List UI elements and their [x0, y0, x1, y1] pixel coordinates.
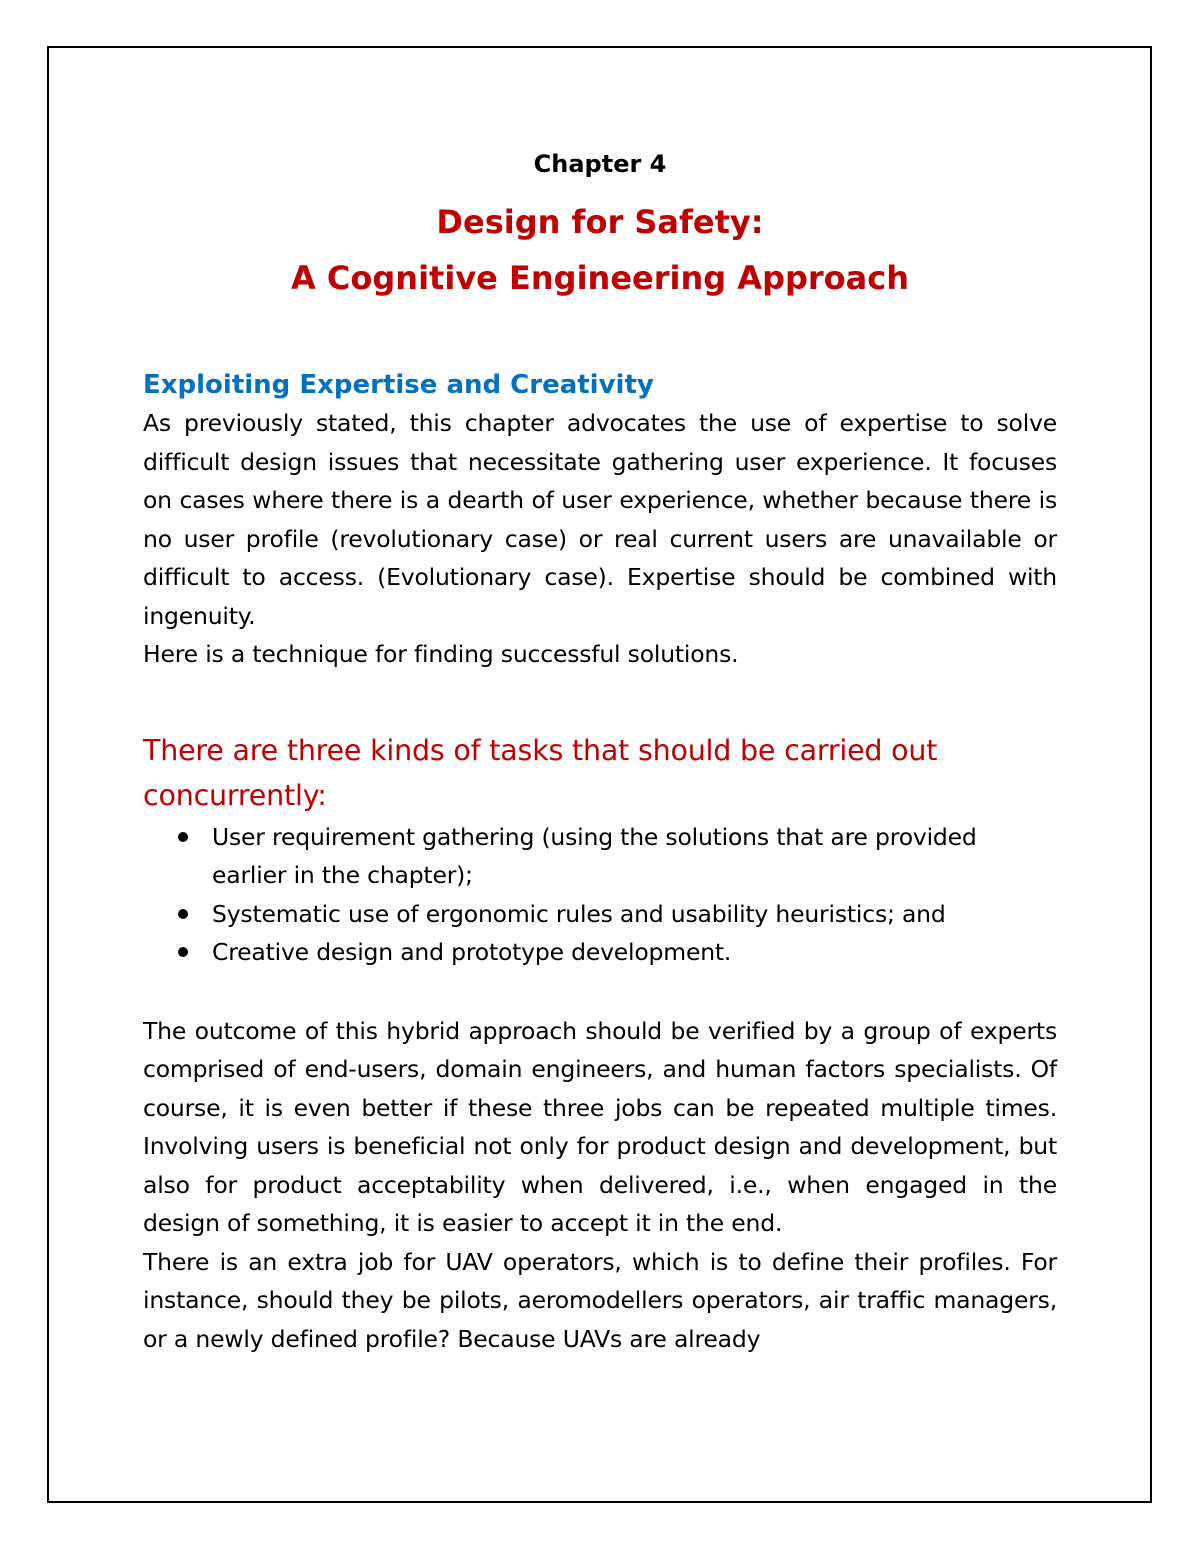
tasks-list-item: [143, 895, 1057, 934]
chapter-title-line-2: A Cognitive Engineering Approach: [291, 259, 909, 297]
tasks-list-item-text: Creative design and prototype development.: [212, 938, 732, 966]
tasks-list-item: [143, 933, 1057, 972]
outcome-paragraph-2: There is an extra job for UAV operators, which is to define their profiles. For instance, should they be pilots, aeromodellers operators, air traffic managers, or a newly defined profile? Because UAVs are already: [143, 1247, 1057, 1353]
section-paragraph-2: Here is a technique for finding successful solutions.: [143, 640, 739, 668]
outcome-paragraph-1: The outcome of this hybrid approach should be verified by a group of experts comprised of end-users, domain engineers, and human factors specialists. Of course, it is even better if these three jobs can be repeated multiple times. Involving users is beneficial not only for product design and development, but also for product acceptability when delivered, i.e., when engaged in the design of something, it is easier to accept it in the end.: [143, 1016, 1057, 1237]
section-paragraph-1: As previously stated, this chapter advocates the use of expertise to solve difficult design issues that necessitate gathering user experience. It focuses on cases where there is a dearth of user experience, whether because there is no user profile (revolutionary case) or real current users are unavailable or difficult to access. (Evolutionary case). Expertise should be combined with ingenuity.: [143, 409, 1057, 630]
bullet-icon: [178, 909, 188, 919]
bullet-icon: [178, 947, 188, 957]
tasks-list-item-text: Systematic use of ergonomic rules and usability heuristics; and: [212, 899, 946, 928]
chapter-label: Chapter 4: [533, 150, 667, 178]
chapter-title-line-1: Design for Safety:: [436, 203, 764, 241]
section-heading: Exploiting Expertise and Creativity: [143, 370, 654, 400]
bullet-icon: [178, 832, 188, 842]
document-content: [143, 146, 1057, 1358]
tasks-list-item-text: User requirement gathering (using the solutions that are provided earlier in the chapter);: [212, 822, 977, 889]
tasks-list: [143, 818, 1057, 972]
tasks-list-item: [143, 818, 1057, 895]
tasks-heading: There are three kinds of tasks that should be carried out concurrently:: [143, 733, 938, 812]
